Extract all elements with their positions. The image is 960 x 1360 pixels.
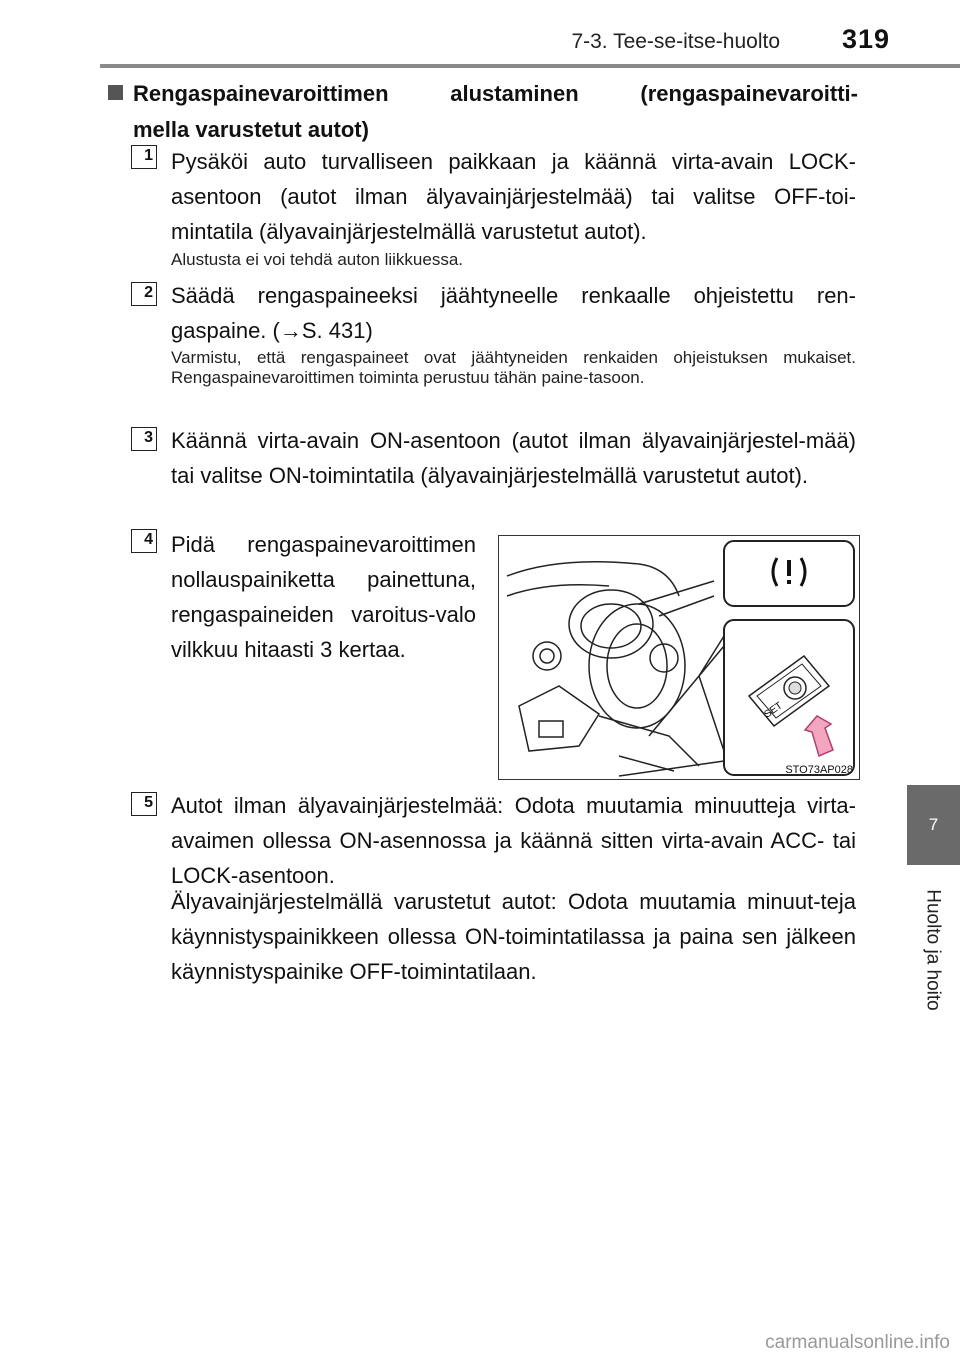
step-number-5: 5 — [131, 792, 157, 816]
set-button-label: SET — [762, 700, 785, 721]
step-text-4: Pidä rengaspainevaroittimen nollauspainiketta painettuna, rengaspaineiden varoitus-valo vilkkuu hitaasti 3 kertaa. — [171, 532, 476, 662]
step-number-4: 4 — [131, 529, 157, 553]
header-rule — [100, 64, 960, 68]
step-text-2: Säädä rengaspaineeksi jäähtyneelle renkaalle ohjeistettu ren-gaspaine. (→S. 431) — [171, 283, 856, 343]
step-number-1: 1 — [131, 145, 157, 169]
step-number-2: 2 — [131, 282, 157, 306]
step-text-1: Pysäköi auto turvalliseen paikkaan ja käännä virta-avain LOCK-asentoon (autot ilman älyavainjärjestelmää) tai valitse OFF-toi-mintatila (älyavainjärjestelmällä varustetut autot). — [171, 149, 856, 244]
step-note-2: Varmistu, että rengaspaineet ovat jäähtyneiden renkaiden ohjeistuksen mukaiset. Rengaspainevaroittimen toiminta perustuu tähän paine-tasoon. — [171, 348, 856, 387]
step-text-3: Käännä virta-avain ON-asentoon (autot ilman älyavainjärjestel-mää) tai valitse ON-toimintatila (älyavainjärjestelmällä varustetut autot). — [171, 428, 856, 488]
dashboard-illustration — [498, 535, 860, 780]
chapter-side-label: Huolto ja hoito — [923, 889, 944, 1011]
step-text-5: Autot ilman älyavainjärjestelmää: Odota muutamia minuutteja virta-avaimen ollessa ON-asennossa ja käännä sitten virta-avain ACC- tai LOCK-asentoon. — [171, 793, 856, 888]
chapter-tab: 7 — [907, 785, 960, 865]
illustration-code: STO73AP028 — [785, 764, 853, 776]
step-number-3: 3 — [131, 427, 157, 451]
dashboard-drawing — [499, 536, 859, 779]
header-title: 7-3. Tee-se-itse-huolto — [571, 30, 780, 53]
step-text-5b: Älyavainjärjestelmällä varustetut autot: Odota muutamia minuut-teja käynnistyspainikkeen ollessa ON-toimintatilassa ja paina sen jälkeen käynnistyspainike OFF-toimintatilaan. — [171, 889, 856, 984]
step-note-1: Alustusta ei voi tehdä auton liikkuessa. — [171, 250, 464, 269]
section-heading: Rengaspainevaroittimen alustaminen (rengaspainevaroitti- mella varustetut autot) — [108, 76, 858, 148]
page-number: 319 — [842, 24, 891, 54]
bullet-square-icon — [108, 85, 123, 100]
footer-watermark: carmanualsonline.info — [765, 1332, 950, 1353]
